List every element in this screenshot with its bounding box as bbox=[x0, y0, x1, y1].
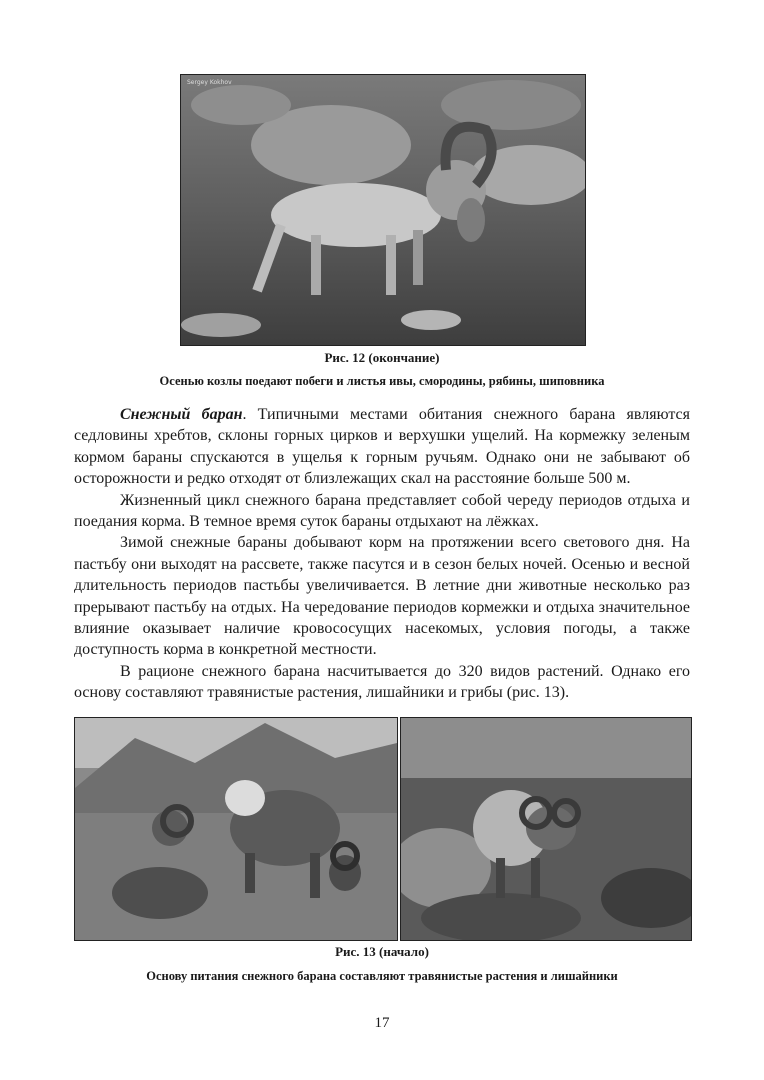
page-number: 17 bbox=[374, 1015, 390, 1031]
figure-13-title: Рис. 13 (начало) bbox=[335, 944, 429, 959]
figure-12-title: Рис. 12 (окончание) bbox=[324, 350, 440, 365]
photo-watermark: Sergey Kokhov bbox=[187, 79, 232, 86]
figure-13-caption: Основу питания снежного барана составляют травянистые растения и лишайники bbox=[146, 969, 618, 983]
paragraph-1-text: . Типичными местами обитания снежного барана являются седловины хребтов, склоны горных цирков и верхушки ущелий. На кормежку зеленым кормом бараны спускаются в ущелья к горным ручьям. Однако они не забывают об осторожности и редко отходят от близлежащих скал на расстояние больше 500 м. bbox=[74, 406, 690, 488]
term-snow-sheep: Снежный баран bbox=[120, 406, 243, 423]
paragraph-1 bbox=[74, 404, 690, 490]
paragraph-2: Жизненный цикл снежного барана представляет собой череду периодов отдыха и поедания корма. В темное время суток бараны отдыхают на лёжках. bbox=[74, 491, 690, 531]
paragraph-3: Зимой снежные бараны добывают корм на протяжении всего светового дня. На пастьбу они выходят на рассвете, также пасутся и в сезон белых ночей. Осенью и весной длительность периодов пастьбы увеличивается. В летние дни животные несколько раз прерывают пастьбу на отдых. На чередование периодов кормежки и отдыха значительное влияние оказывает наличие кровососущих насекомых, условия погоды, а также доступность корма в конкретной местности. bbox=[74, 534, 690, 659]
figure-12-caption: Осенью козлы поедают побеги и листья ивы, смородины, рябины, шиповника bbox=[159, 374, 605, 388]
figure-13-photo-left bbox=[74, 717, 398, 941]
paragraph-4: В рационе снежного барана насчитывается до 320 видов растений. Однако его основу составляют травянистые растения, лишайники и грибы (рис. 13). bbox=[74, 662, 690, 702]
figure-13-photo-right bbox=[400, 717, 692, 941]
body-text bbox=[74, 404, 690, 704]
figure-12-photo bbox=[180, 74, 586, 346]
